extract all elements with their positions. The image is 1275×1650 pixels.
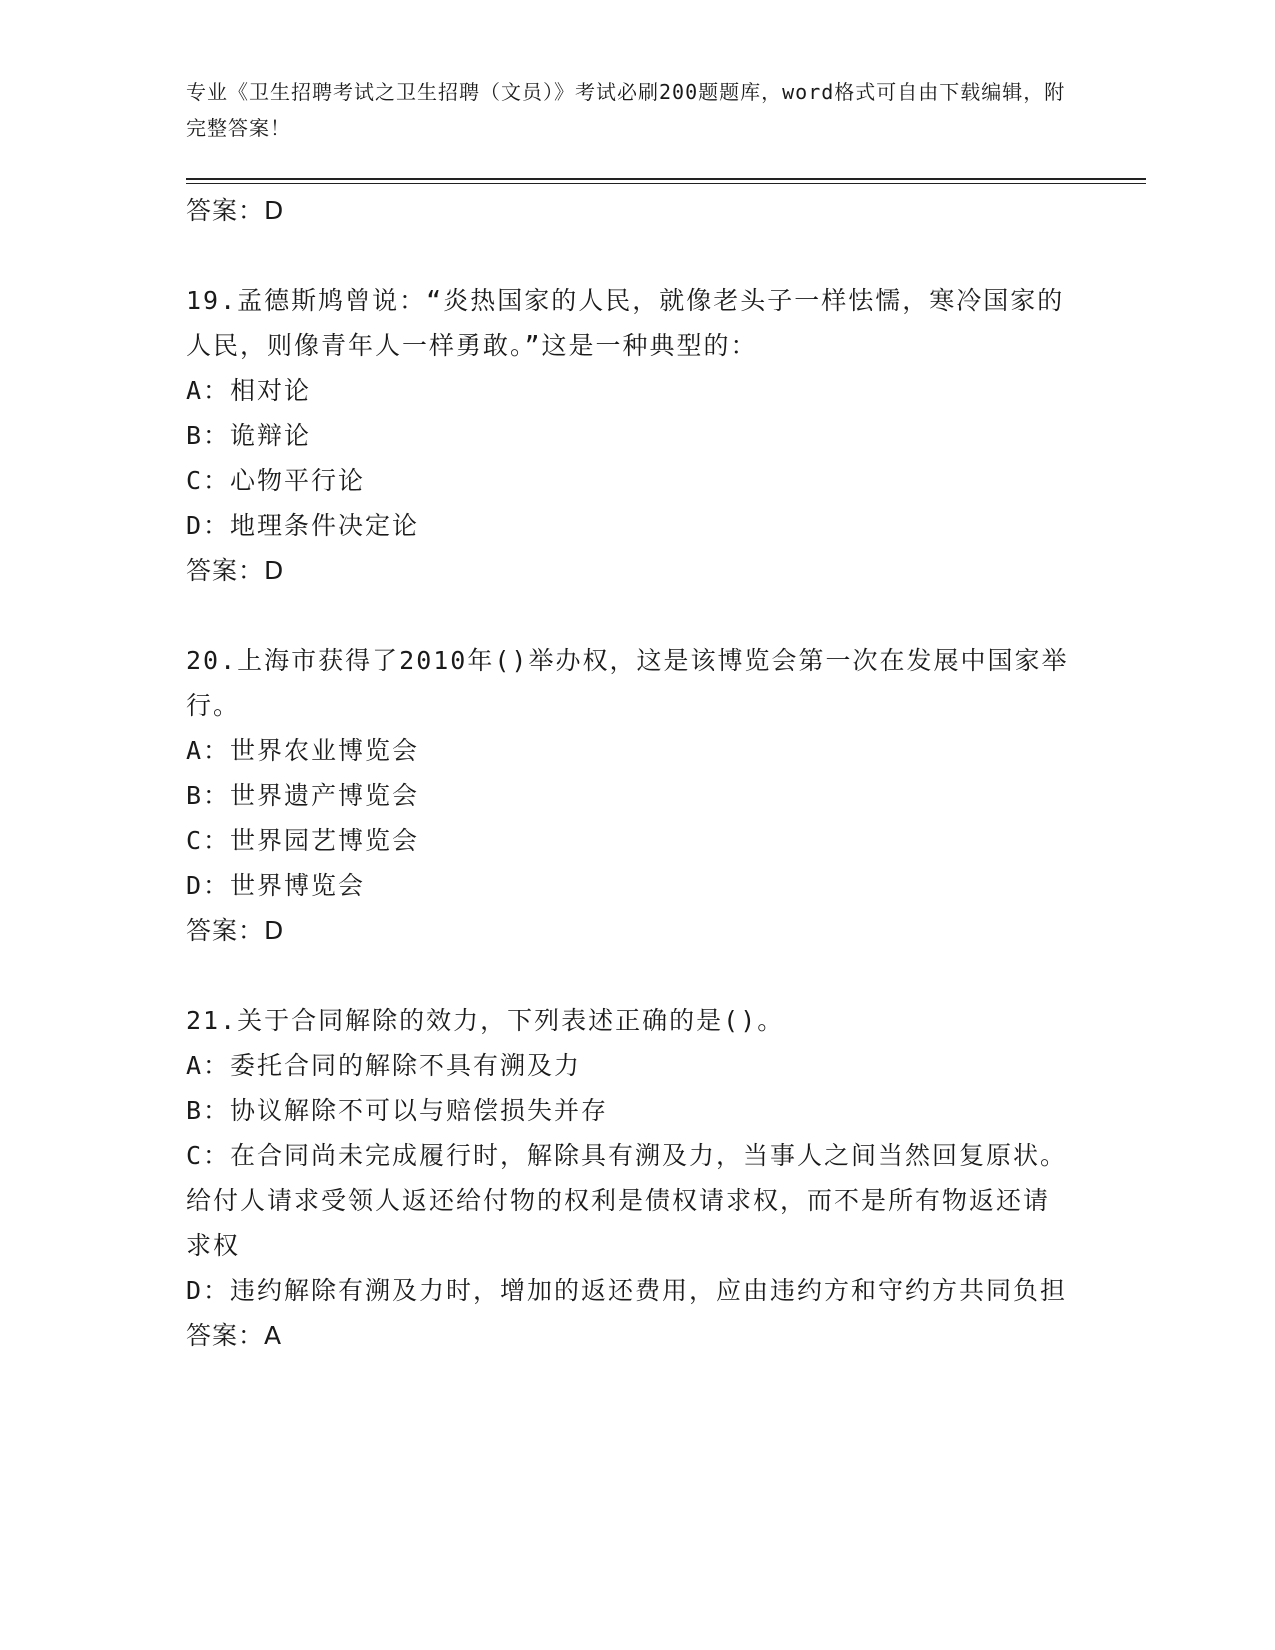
option-c: C：心物平行论 <box>186 466 366 495</box>
question-text: 21.关于合同解除的效力，下列表述正确的是()。 <box>186 1006 785 1035</box>
option-b: B：协议解除不可以与赔偿损失并存 <box>186 1096 609 1125</box>
answer-line: 答案：D <box>186 196 285 225</box>
option-c: C：世界园艺博览会 <box>186 826 420 855</box>
header-divider-thick <box>186 178 1146 180</box>
option-a: A：相对论 <box>186 376 312 405</box>
question-text: 19.孟德斯鸠曾说：“炎热国家的人民，就像老头子一样怯懦，寒冷国家的人民，则像青年人一样勇敢。”这是一种典型的： <box>186 286 1065 360</box>
option-b: B：世界遗产博览会 <box>186 781 420 810</box>
answer-line: 答案：A <box>186 1321 283 1350</box>
option-a: A：委托合同的解除不具有溯及力 <box>186 1051 582 1080</box>
question-block <box>186 638 1076 954</box>
header-divider-thin <box>186 183 1146 184</box>
question-block <box>186 998 1076 1359</box>
page-header: 专业《卫生招聘考试之卫生招聘（文员）》考试必刷200题题库，word格式可自由下载编辑，附完整答案！ <box>186 80 1066 140</box>
option-d: D：违约解除有溯及力时，增加的返还费用，应由违约方和守约方共同负担 <box>186 1276 1068 1305</box>
question-block <box>186 278 1076 594</box>
answer-line: 答案：D <box>186 916 285 945</box>
option-a: A：世界农业博览会 <box>186 736 420 765</box>
document-content <box>186 188 1076 1359</box>
option-d: D：地理条件决定论 <box>186 511 420 540</box>
option-d: D：世界博览会 <box>186 871 366 900</box>
answer-line: 答案：D <box>186 556 285 585</box>
question-text: 20.上海市获得了2010年()举办权，这是该博览会第一次在发展中国家举行。 <box>186 646 1069 720</box>
option-b: B：诡辩论 <box>186 421 312 450</box>
option-c: C：在合同尚未完成履行时，解除具有溯及力，当事人之间当然回复原状。给付人请求受领人返还给付物的权利是债权请求权，而不是所有物返还请求权 <box>186 1141 1068 1260</box>
